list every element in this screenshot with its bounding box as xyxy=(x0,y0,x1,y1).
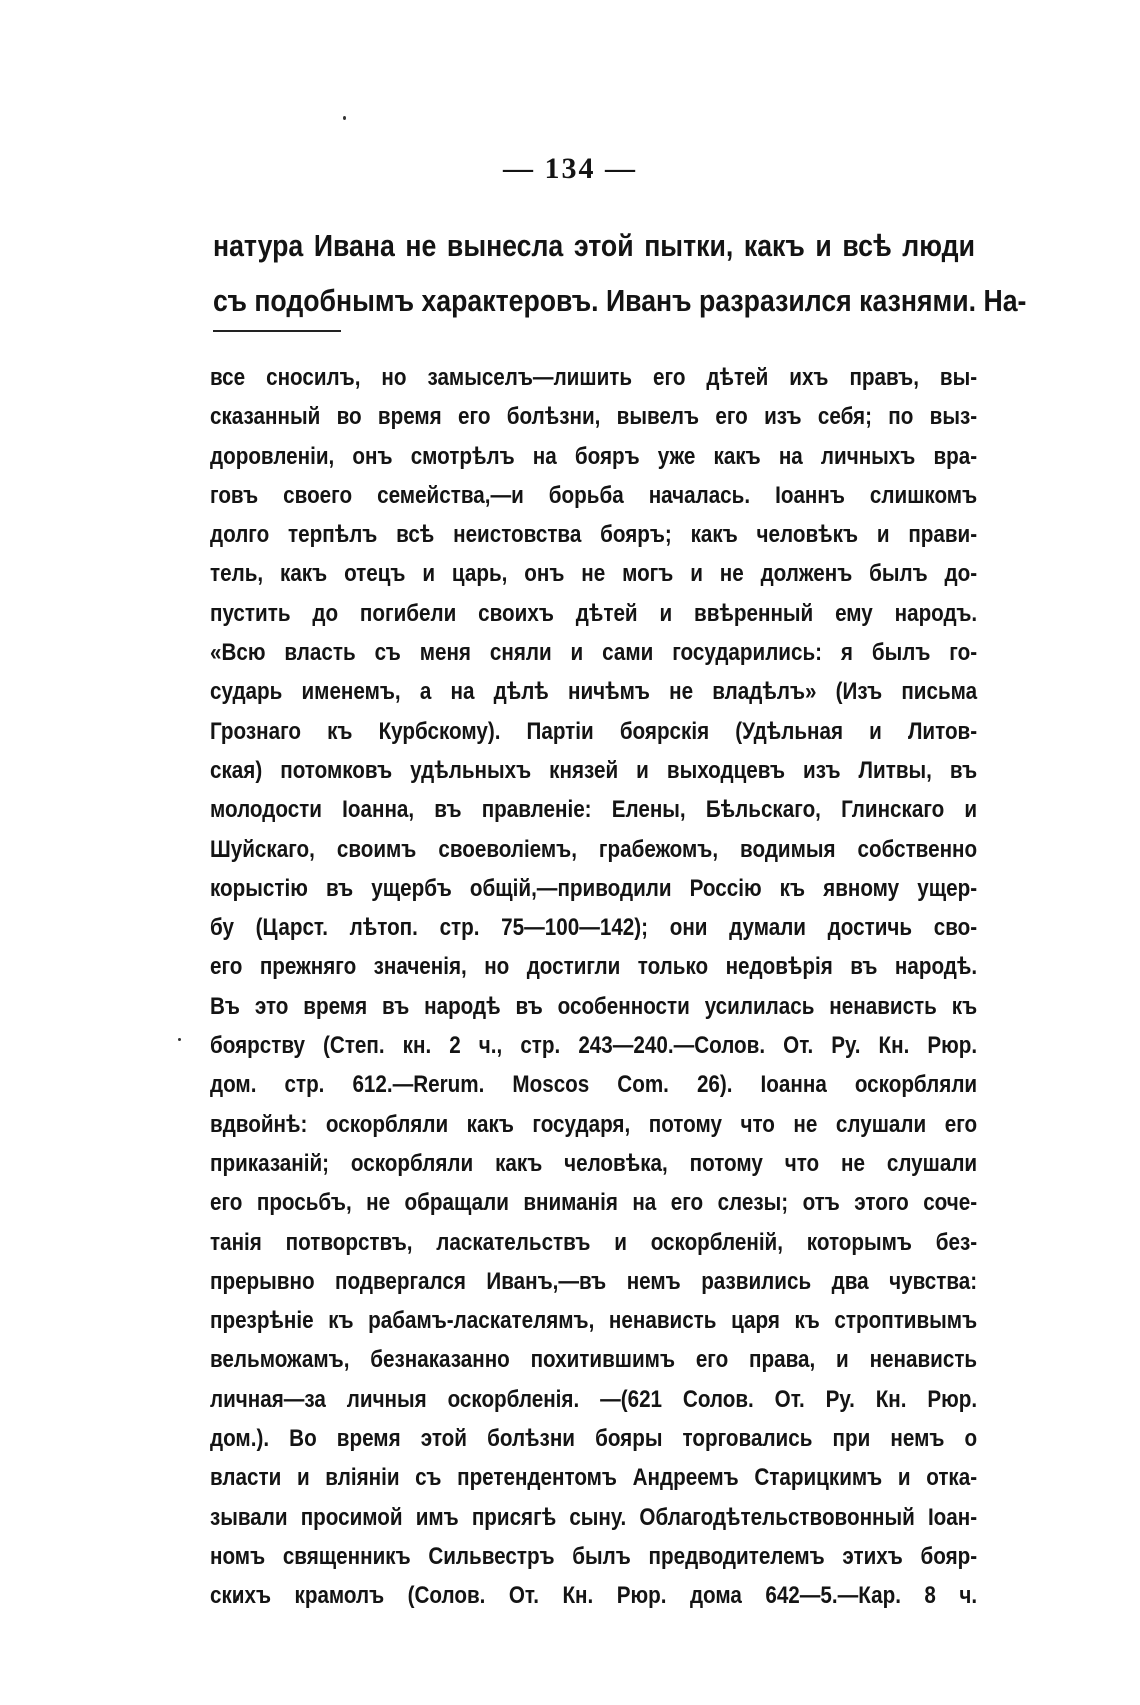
footnote-line: ская) потомковъ удѣльныхъ князей и выходцевъ изъ Литвы, въ xyxy=(210,756,978,784)
footnote-line: Въ это время въ народѣ въ особенности усилилась ненависть къ xyxy=(210,992,978,1020)
main-text-line: натура Ивана не вынесла этой пытки, какъ и всѣ люди xyxy=(213,228,975,263)
footnote-line: пустить до погибели своихъ дѣтей и ввѣренный ему народъ. xyxy=(210,599,978,627)
footnote-line: бу (Царст. лѣтоп. стр. 75—100—142); они думали достичь сво- xyxy=(210,914,978,942)
main-text-line: съ подобнымъ характеровъ. Иванъ разразился казнями. На- xyxy=(213,283,1027,318)
scan-speck xyxy=(343,116,346,120)
footnote-line: дом. стр. 612.—Rerum. Moscos Com. 26). Іоанна оскорбляли xyxy=(210,1071,978,1099)
footnote-line: зывали просимой имъ присягѣ сыну. Облагодѣтельствовонный Іоан- xyxy=(210,1503,978,1531)
footnote-separator xyxy=(213,330,341,332)
footnote-line: прерывно подвергался Иванъ,—въ немъ развились два чувства: xyxy=(210,1267,978,1295)
footnote-line: приказаній; оскорбляли какъ человѣка, потому что не слушали xyxy=(210,1149,978,1177)
footnote-line: Грознаго къ Курбскому). Партіи боярскія (Удѣльная и Литов- xyxy=(210,717,978,745)
footnote-line: скихъ крамолъ (Солов. От. Кн. Рюр. дома 642—5.—Кар. 8 ч. xyxy=(210,1582,978,1610)
main-text xyxy=(213,218,1027,328)
footnote-line: дом.). Во время этой болѣзни бояры торговались при немъ о xyxy=(210,1425,978,1453)
scan-speck xyxy=(178,1038,181,1041)
footnote-line: его просьбъ, не обращали вниманія на его слезы; отъ этого соче- xyxy=(210,1189,978,1217)
footnote-line: власти и вліяніи съ претендентомъ Андреемъ Старицкимъ и отка- xyxy=(210,1464,978,1492)
footnote-line: долго терпѣлъ всѣ неистовства бояръ; какъ человѣкъ и прави- xyxy=(210,521,978,549)
footnote-line: боярству (Степ. кн. 2 ч., стр. 243—240.—Солов. От. Ру. Кн. Рюр. xyxy=(210,1032,978,1060)
footnote-line: презрѣніе къ рабамъ-ласкателямъ, ненависть царя къ строптивымъ xyxy=(210,1307,978,1335)
footnote-line: «Всю власть съ меня сняли и сами государились: я былъ го- xyxy=(210,639,978,667)
footnote-line: номъ священникъ Сильвестръ былъ предводителемъ этихъ бояр- xyxy=(210,1542,978,1570)
footnote-line: вдвойнѣ: оскорбляли какъ государя, потому что не слушали его xyxy=(210,1110,978,1138)
footnote-line: тель, какъ отецъ и царь, онъ не могъ и не долженъ былъ до- xyxy=(210,560,978,588)
footnote-line: молодости Іоанна, въ правленіе: Елены, Бѣльскаго, Глинскаго и xyxy=(210,796,978,824)
footnote-line: танія потворствъ, ласкательствъ и оскорбленій, которымъ без- xyxy=(210,1228,978,1256)
footnote-line: личная—за личныя оскорбленія. —(621 Солов. От. Ру. Кн. Рюр. xyxy=(210,1385,978,1413)
footnote-line: Шуйскаго, своимъ своеволіемъ, грабежомъ, водимыя собственно xyxy=(210,835,978,863)
page-number: — 134 — xyxy=(503,152,637,185)
footnote-line: доровленіи, онъ смотрѣлъ на бояръ уже какъ на личныхъ вра- xyxy=(210,442,978,470)
footnote-line: все сносилъ, но замыселъ—лишить его дѣтей ихъ правъ, вы- xyxy=(210,364,978,391)
footnote-line: сказанный во время его болѣзни, вывелъ его изъ себя; по выз- xyxy=(210,403,978,431)
footnote-line: его прежняго значенія, но достигли только недовѣрія въ народѣ. xyxy=(210,953,978,981)
footnote-line: вельможамъ, безнаказанно похитившимъ его права, и ненависть xyxy=(210,1346,978,1374)
footnote-line: корыстію въ ущербъ общій,—приводили Россію къ явному ущер- xyxy=(210,874,978,902)
footnote xyxy=(210,358,977,1616)
footnote-line: сударь именемъ, а на дѣлѣ ничѣмъ не владѣлъ» (Изъ письма xyxy=(210,678,978,706)
footnote-line: говъ своего семейства,—и борьба началась. Іоаннъ слишкомъ xyxy=(210,481,978,509)
